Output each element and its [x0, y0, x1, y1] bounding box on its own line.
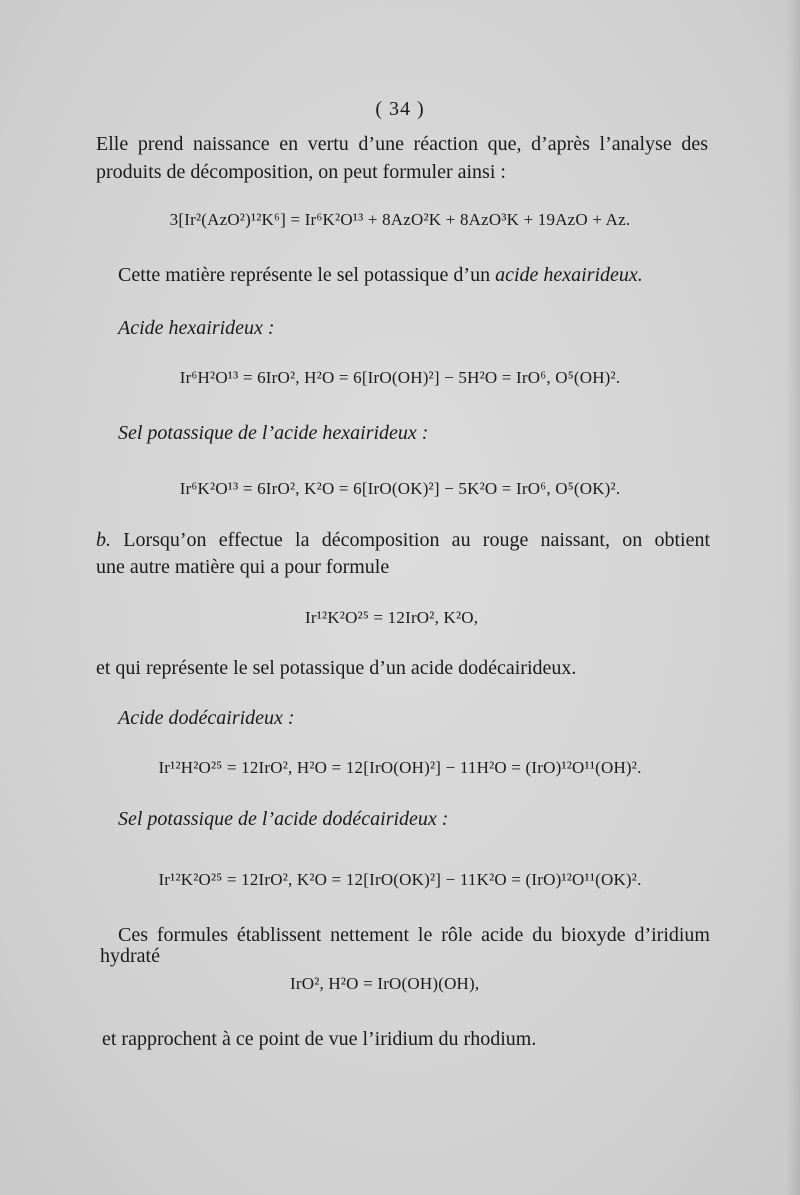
heading-acide-dodecairideux: Acide dodécairideux : — [118, 707, 295, 729]
formula-dodecairideux-salt: Ir¹²K²O²⁵ = 12IrO², K²O, — [305, 608, 479, 627]
heading-sel-hexairideux: Sel potassique de l’acide hexairideux : — [118, 422, 429, 444]
paragraph-5-line-1: Ces formules établissent nettement le rôle acide du bioxyde d’iridium — [118, 924, 710, 946]
paragraph-3-line-1 — [96, 528, 710, 552]
paragraph-4: et qui représente le sel potassique d’un acide dodécairideux. — [96, 657, 577, 679]
paragraph-5-line-2: hydraté — [100, 945, 160, 967]
paragraph-3-label: b. — [96, 529, 111, 551]
page-spine-shadow — [786, 0, 800, 1195]
paragraph-3-line-2: une autre matière qui a pour formule — [96, 556, 390, 578]
paragraph-1-line-2: produits de décomposition, on peut formuler ainsi : — [96, 161, 506, 183]
heading-sel-dodecairideux: Sel potassique de l’acide dodécairideux : — [118, 808, 449, 830]
paragraph-6: et rapprochent à ce point de vue l’iridium du rhodium. — [102, 1028, 537, 1050]
page-number: ( 34 ) — [375, 98, 425, 120]
formula-acide-hexairideux: Ir⁶H²O¹³ = 6IrO², H²O = 6[IrO(OH)²] − 5H²O = IrO⁶, O⁵(OH)². — [179, 368, 621, 387]
formula-acide-dodecairideux: Ir¹²H²O²⁵ = 12IrO², H²O = 12[IrO(OH)²] − 11H²O = (IrO)¹²O¹¹(OH)². — [158, 758, 642, 777]
formula-sel-hexairideux: Ir⁶K²O¹³ = 6IrO², K²O = 6[IrO(OK)²] − 5K²O = IrO⁶, O⁵(OK)². — [179, 479, 621, 498]
paragraph-2-emphasis: acide hexairideux. — [495, 264, 643, 286]
formula-iridium-hydrate: IrO², H²O = IrO(OH)(OH), — [290, 974, 480, 993]
paragraph-3-text: Lorsqu’on effectue la décomposition au rouge naissant, on obtient — [111, 529, 710, 551]
formula-sel-dodecairideux: Ir¹²K²O²⁵ = 12IrO², K²O = 12[IrO(OK)²] − 11K²O = (IrO)¹²O¹¹(OK)². — [158, 870, 642, 889]
paragraph-1-line-1: Elle prend naissance en vertu d’une réaction que, d’après l’analyse des — [96, 133, 708, 155]
formula-decomposition: 3[Ir²(AzO²)¹²K⁶] = Ir⁶K²O¹³ + 8AzO²K + 8AzO³K + 19AzO + Az. — [169, 210, 631, 229]
heading-acide-hexairideux: Acide hexairideux : — [118, 317, 275, 339]
paragraph-2-text: Cette matière représente le sel potassique d’un — [118, 264, 496, 286]
paragraph-2 — [118, 263, 643, 287]
